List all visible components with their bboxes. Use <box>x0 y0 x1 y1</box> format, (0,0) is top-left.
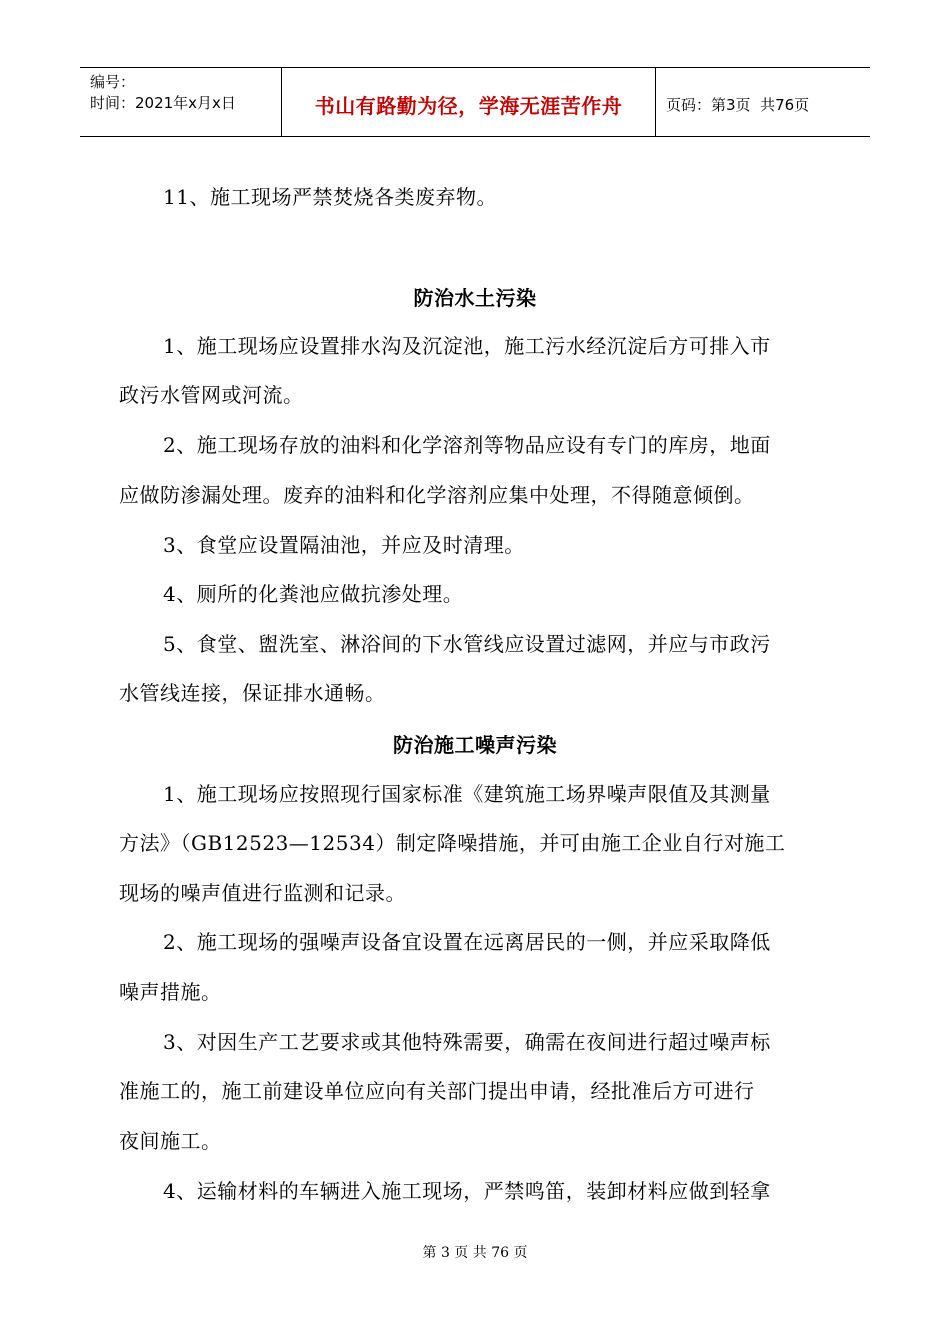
time-label: 时间：2021年x月x日 <box>90 94 236 112</box>
header-meta-cell <box>80 68 282 136</box>
water-p5-line1: 5、食堂、盥洗室、淋浴间的下水管线应设置过滤网，并应与市政污 <box>163 632 771 656</box>
section-title-noise: 防治施工噪声污染 <box>393 733 557 757</box>
water-p1-line1: 1、施工现场应设置排水沟及沉淀池，施工污水经沉淀后方可排入市 <box>163 334 771 358</box>
noise-p1-line1: 1、施工现场应按照现行国家标准《建筑施工场界噪声限值及其测量 <box>163 782 771 806</box>
noise-p1-line3: 现场的噪声值进行监测和记录。 <box>119 881 406 905</box>
noise-p2-line1: 2、施工现场的强噪声设备宜设置在远离居民的一侧，并应采取降低 <box>163 930 771 954</box>
noise-p4-line1: 4、运输材料的车辆进入施工现场，严禁鸣笛，装卸材料应做到轻拿 <box>163 1179 771 1203</box>
water-p3: 3、食堂应设置隔油池，并应及时清理。 <box>163 533 525 557</box>
water-p2-line2: 应做防渗漏处理。废弃的油料和化学溶剂应集中处理，不得随意倾倒。 <box>119 483 755 507</box>
header-motto-cell <box>282 68 656 136</box>
noise-p3-line3: 夜间施工。 <box>119 1129 222 1153</box>
section-title-water: 防治水土污染 <box>413 286 537 310</box>
water-p5-line2: 水管线连接，保证排水通畅。 <box>119 681 386 705</box>
noise-p3-line2: 准施工的，施工前建设单位应向有关部门提出申请，经批准后方可进行 <box>119 1079 755 1103</box>
noise-p2-line2: 噪声措施。 <box>119 980 222 1004</box>
motto-text: 书山有路勤为径，学海无涯苦作舟 <box>314 93 623 118</box>
item-11: 11、施工现场严禁焚烧各类废弃物。 <box>163 185 497 209</box>
noise-p3-line1: 3、对因生产工艺要求或其他特殊需要，确需在夜间进行超过噪声标 <box>163 1030 771 1054</box>
water-p4: 4、厕所的化粪池应做抗渗处理。 <box>163 582 464 606</box>
water-p2-line1: 2、施工现场存放的油料和化学溶剂等物品应设有专门的库房，地面 <box>163 433 771 457</box>
water-p1-line2: 政污水管网或河流。 <box>119 383 304 407</box>
page-info: 页码：第3页 共76页 <box>666 95 810 114</box>
header-page-cell <box>656 68 870 136</box>
document-header <box>80 67 870 137</box>
number-label: 编号： <box>90 73 136 91</box>
noise-p1-line2: 方法》（GB12523—12534）制定降噪措施，并可由施工企业自行对施工 <box>119 831 786 855</box>
page-footer: 第 3 页 共 76 页 <box>422 1245 528 1261</box>
